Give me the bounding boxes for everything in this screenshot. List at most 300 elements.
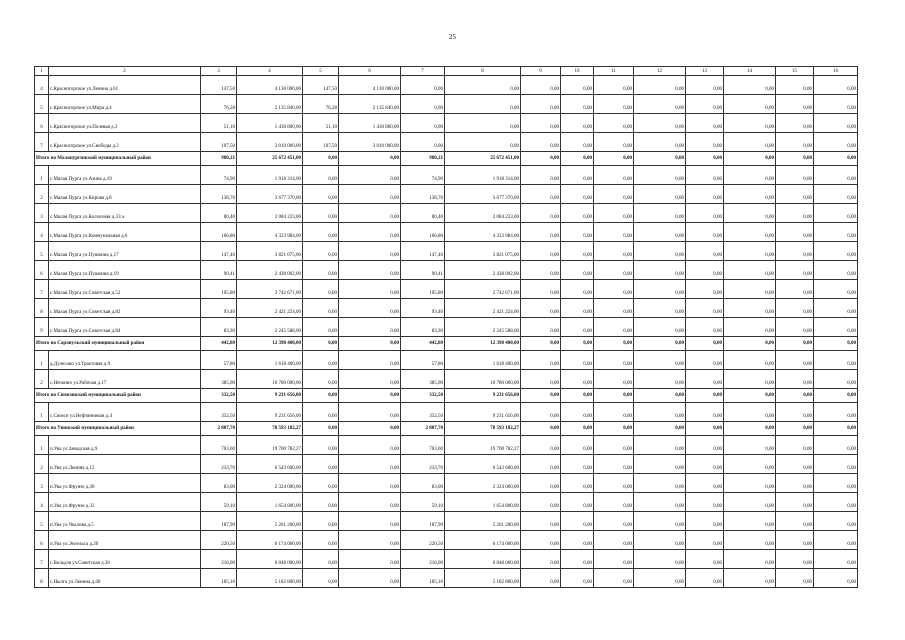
value-col-3: 57,80 bbox=[201, 351, 237, 370]
value-col-8: 2 084 223,00 bbox=[445, 204, 521, 223]
value-col-15: 0,00 bbox=[776, 474, 814, 493]
value-col-3: 51,10 bbox=[201, 114, 237, 133]
value-col-10: 0,00 bbox=[561, 351, 594, 370]
table-row bbox=[35, 114, 858, 133]
value-col-4: 2 742 671,00 bbox=[237, 280, 303, 299]
value-col-16: 0,00 bbox=[814, 133, 858, 152]
value-col-16: 0,00 bbox=[814, 95, 858, 114]
value-col-7: 93,40 bbox=[401, 299, 445, 318]
row-number: 4 bbox=[35, 223, 49, 242]
value-col-7: 74,90 bbox=[401, 166, 445, 185]
value-col-12: 0,00 bbox=[634, 204, 686, 223]
value-col-12: 0,00 bbox=[634, 436, 686, 455]
value-col-10: 0,00 bbox=[561, 493, 594, 512]
value-col-3: 233,70 bbox=[201, 455, 237, 474]
value-col-6: 0,00 bbox=[339, 204, 401, 223]
value-col-12: 0,00 bbox=[634, 114, 686, 133]
value-col-8: 19 700 782,27 bbox=[445, 436, 521, 455]
value-col-16: 0,00 bbox=[814, 318, 858, 337]
value-col-10: 0,00 bbox=[561, 550, 594, 569]
value-col-13: 0,00 bbox=[686, 569, 724, 588]
address-cell: с.Сюмси ул.Нефтянников д.4 bbox=[49, 403, 201, 422]
value-col-4: 2 324 000,00 bbox=[237, 474, 303, 493]
value-col-12: 0,00 bbox=[634, 223, 686, 242]
total-value-col-8: 25 672 451,00 bbox=[445, 152, 521, 166]
table-body bbox=[35, 76, 858, 588]
value-col-15: 0,00 bbox=[776, 299, 814, 318]
value-col-8: 2 324 000,00 bbox=[445, 474, 521, 493]
value-col-8: 3 677 370,00 bbox=[445, 185, 521, 204]
value-col-15: 0,00 bbox=[776, 280, 814, 299]
value-col-6: 0,00 bbox=[339, 455, 401, 474]
value-col-7: 0,00 bbox=[401, 76, 445, 95]
row-number: 7 bbox=[35, 550, 49, 569]
value-col-11: 0,00 bbox=[594, 512, 634, 531]
total-value-col-9: 0,00 bbox=[521, 389, 561, 403]
value-col-13: 0,00 bbox=[686, 280, 724, 299]
value-col-6: 0,00 bbox=[339, 569, 401, 588]
value-col-7: 59,10 bbox=[401, 493, 445, 512]
value-col-14: 0,00 bbox=[724, 280, 776, 299]
value-col-3: 74,90 bbox=[201, 166, 237, 185]
column-header-13: 13 bbox=[686, 67, 724, 76]
value-col-13: 0,00 bbox=[686, 242, 724, 261]
value-col-3: 90,41 bbox=[201, 261, 237, 280]
value-col-8: 2 245 588,00 bbox=[445, 318, 521, 337]
value-col-4: 2 438 002,00 bbox=[237, 261, 303, 280]
value-col-11: 0,00 bbox=[594, 403, 634, 422]
value-col-9: 0,00 bbox=[521, 204, 561, 223]
address-cell: с.Малая Пурга ул.Советская д.82 bbox=[49, 299, 201, 318]
address-cell: с.Малая Пурга ул.Азина д.19 bbox=[49, 166, 201, 185]
value-col-7: 385,00 bbox=[401, 370, 445, 389]
address-cell: п.Ува ул.Ленина д.12 bbox=[49, 455, 201, 474]
table-row bbox=[35, 242, 858, 261]
value-col-9: 0,00 bbox=[521, 569, 561, 588]
value-col-14: 0,00 bbox=[724, 569, 776, 588]
value-col-12: 0,00 bbox=[634, 403, 686, 422]
value-col-11: 0,00 bbox=[594, 550, 634, 569]
value-col-7: 80,40 bbox=[401, 204, 445, 223]
total-value-col-15: 0,00 bbox=[776, 337, 814, 351]
value-col-16: 0,00 bbox=[814, 223, 858, 242]
value-col-8: 10 780 000,00 bbox=[445, 370, 521, 389]
address-cell: с.Вольдзя ул.Советская д.36 bbox=[49, 550, 201, 569]
value-col-8: 0,00 bbox=[445, 133, 521, 152]
value-col-15: 0,00 bbox=[776, 569, 814, 588]
value-col-7: 185,10 bbox=[401, 569, 445, 588]
value-col-6: 0,00 bbox=[339, 531, 401, 550]
total-value-col-14: 0,00 bbox=[724, 422, 776, 436]
value-col-6: 0,00 bbox=[339, 318, 401, 337]
value-col-12: 0,00 bbox=[634, 95, 686, 114]
value-col-6: 0,00 bbox=[339, 242, 401, 261]
value-col-11: 0,00 bbox=[594, 455, 634, 474]
value-col-12: 0,00 bbox=[634, 185, 686, 204]
value-col-13: 0,00 bbox=[686, 493, 724, 512]
value-col-3: 187,90 bbox=[201, 512, 237, 531]
value-col-16: 0,00 bbox=[814, 512, 858, 531]
address-cell: с.Красногорское ул.Полевая д.3 bbox=[49, 114, 201, 133]
report-table bbox=[34, 66, 858, 588]
row-number: 2 bbox=[35, 370, 49, 389]
value-col-5: 0,00 bbox=[303, 242, 339, 261]
value-col-6: 0,00 bbox=[339, 223, 401, 242]
value-col-5: 0,00 bbox=[303, 403, 339, 422]
address-cell: д.Дулесово ул.Трактовая д.9 bbox=[49, 351, 201, 370]
value-col-11: 0,00 bbox=[594, 318, 634, 337]
value-col-3: 107,50 bbox=[201, 133, 237, 152]
value-col-3: 216,00 bbox=[201, 550, 237, 569]
table-row bbox=[35, 455, 858, 474]
table-row bbox=[35, 436, 858, 455]
value-col-3: 185,10 bbox=[201, 569, 237, 588]
value-col-14: 0,00 bbox=[724, 133, 776, 152]
column-header-7: 7 bbox=[401, 67, 445, 76]
value-col-6: 0,00 bbox=[339, 261, 401, 280]
value-col-6: 0,00 bbox=[339, 550, 401, 569]
value-col-14: 0,00 bbox=[724, 185, 776, 204]
value-col-10: 0,00 bbox=[561, 76, 594, 95]
value-col-5: 0,00 bbox=[303, 370, 339, 389]
value-col-4: 1 430 800,00 bbox=[237, 114, 303, 133]
value-col-14: 0,00 bbox=[724, 493, 776, 512]
value-col-16: 0,00 bbox=[814, 436, 858, 455]
value-col-7: 703,60 bbox=[401, 436, 445, 455]
value-col-7: 57,80 bbox=[401, 351, 445, 370]
column-header-11: 11 bbox=[594, 67, 634, 76]
value-col-10: 0,00 bbox=[561, 204, 594, 223]
value-col-10: 0,00 bbox=[561, 318, 594, 337]
value-col-9: 0,00 bbox=[521, 436, 561, 455]
value-col-14: 0,00 bbox=[724, 114, 776, 133]
value-col-7: 0,00 bbox=[401, 95, 445, 114]
address-cell: с.Красногорское ул.Свободы д.2 bbox=[49, 133, 201, 152]
value-col-11: 0,00 bbox=[594, 204, 634, 223]
value-col-8: 6 048 000,00 bbox=[445, 550, 521, 569]
value-col-11: 0,00 bbox=[594, 114, 634, 133]
value-col-10: 0,00 bbox=[561, 455, 594, 474]
table-row bbox=[35, 531, 858, 550]
value-col-12: 0,00 bbox=[634, 133, 686, 152]
table-row bbox=[35, 133, 858, 152]
value-col-4: 10 780 000,00 bbox=[237, 370, 303, 389]
value-col-10: 0,00 bbox=[561, 95, 594, 114]
total-value-col-14: 0,00 bbox=[724, 389, 776, 403]
value-col-3: 76,28 bbox=[201, 95, 237, 114]
district-total-row bbox=[35, 337, 858, 351]
total-label: Итого по Увинский муниципальный район bbox=[35, 422, 201, 436]
value-col-6: 0,00 bbox=[339, 166, 401, 185]
value-col-7: 83,00 bbox=[401, 474, 445, 493]
total-value-col-7: 332,50 bbox=[401, 389, 445, 403]
value-col-12: 0,00 bbox=[634, 550, 686, 569]
value-col-15: 0,00 bbox=[776, 261, 814, 280]
value-col-5: 0,00 bbox=[303, 436, 339, 455]
value-col-4: 9 231 656,00 bbox=[237, 403, 303, 422]
value-col-4: 4 323 984,00 bbox=[237, 223, 303, 242]
value-col-9: 0,00 bbox=[521, 133, 561, 152]
total-value-col-16: 0,00 bbox=[814, 337, 858, 351]
value-col-16: 0,00 bbox=[814, 569, 858, 588]
value-col-5: 0,00 bbox=[303, 318, 339, 337]
value-col-14: 0,00 bbox=[724, 76, 776, 95]
total-value-col-12: 0,00 bbox=[634, 389, 686, 403]
value-col-8: 6 543 600,00 bbox=[445, 455, 521, 474]
value-col-16: 0,00 bbox=[814, 261, 858, 280]
address-cell: п.Ува ул.Энгельса д.20 bbox=[49, 531, 201, 550]
value-col-14: 0,00 bbox=[724, 223, 776, 242]
value-col-9: 0,00 bbox=[521, 95, 561, 114]
value-col-13: 0,00 bbox=[686, 403, 724, 422]
value-col-5: 0,00 bbox=[303, 223, 339, 242]
total-value-col-15: 0,00 bbox=[776, 389, 814, 403]
value-col-13: 0,00 bbox=[686, 455, 724, 474]
value-col-11: 0,00 bbox=[594, 280, 634, 299]
address-cell: с.Малая Пурга ул.Колхозная д.33 а bbox=[49, 204, 201, 223]
value-col-12: 0,00 bbox=[634, 569, 686, 588]
value-col-7: 83,30 bbox=[401, 318, 445, 337]
value-col-9: 0,00 bbox=[521, 166, 561, 185]
value-col-10: 0,00 bbox=[561, 242, 594, 261]
value-col-6: 2 135 840,00 bbox=[339, 95, 401, 114]
value-col-6: 0,00 bbox=[339, 185, 401, 204]
value-col-6: 0,00 bbox=[339, 370, 401, 389]
value-col-15: 0,00 bbox=[776, 493, 814, 512]
total-label: Итого по Сюмсинский муниципальный район bbox=[35, 389, 201, 403]
page-number: 25 bbox=[449, 33, 456, 41]
value-col-5: 0,00 bbox=[303, 550, 339, 569]
value-col-11: 0,00 bbox=[594, 261, 634, 280]
value-col-4: 3 677 370,00 bbox=[237, 185, 303, 204]
value-col-14: 0,00 bbox=[724, 370, 776, 389]
table-row bbox=[35, 474, 858, 493]
value-col-15: 0,00 bbox=[776, 531, 814, 550]
table-row bbox=[35, 76, 858, 95]
value-col-6: 3 010 000,00 bbox=[339, 133, 401, 152]
value-col-13: 0,00 bbox=[686, 512, 724, 531]
total-value-col-9: 0,00 bbox=[521, 152, 561, 166]
value-col-13: 0,00 bbox=[686, 550, 724, 569]
table-row bbox=[35, 299, 858, 318]
table-row bbox=[35, 280, 858, 299]
value-col-12: 0,00 bbox=[634, 474, 686, 493]
value-col-5: 0,00 bbox=[303, 512, 339, 531]
value-col-13: 0,00 bbox=[686, 531, 724, 550]
value-col-5: 0,00 bbox=[303, 185, 339, 204]
value-col-6: 0,00 bbox=[339, 512, 401, 531]
value-col-9: 0,00 bbox=[521, 455, 561, 474]
total-value-col-13: 0,00 bbox=[686, 422, 724, 436]
column-header-1: 1 bbox=[35, 67, 49, 76]
value-col-9: 0,00 bbox=[521, 351, 561, 370]
value-col-14: 0,00 bbox=[724, 351, 776, 370]
address-cell: п.Ува ул.Чкалова д.5 bbox=[49, 512, 201, 531]
value-col-14: 0,00 bbox=[724, 512, 776, 531]
total-value-col-13: 0,00 bbox=[686, 337, 724, 351]
value-col-4: 5 261 200,00 bbox=[237, 512, 303, 531]
value-col-11: 0,00 bbox=[594, 474, 634, 493]
column-header-9: 9 bbox=[521, 67, 561, 76]
row-number: 1 bbox=[35, 436, 49, 455]
table-row bbox=[35, 95, 858, 114]
total-value-col-8: 12 398 400,00 bbox=[445, 337, 521, 351]
value-col-4: 3 821 075,00 bbox=[237, 242, 303, 261]
row-number: 7 bbox=[35, 133, 49, 152]
row-number: 1 bbox=[35, 351, 49, 370]
value-col-16: 0,00 bbox=[814, 166, 858, 185]
address-cell: с.Малая Пурга ул.Кирова д.8 bbox=[49, 185, 201, 204]
value-col-5: 0,00 bbox=[303, 351, 339, 370]
value-col-8: 5 261 200,00 bbox=[445, 512, 521, 531]
total-value-col-10: 0,00 bbox=[561, 389, 594, 403]
value-col-14: 0,00 bbox=[724, 242, 776, 261]
value-col-3: 83,30 bbox=[201, 318, 237, 337]
value-col-16: 0,00 bbox=[814, 76, 858, 95]
row-number: 5 bbox=[35, 95, 49, 114]
total-value-col-7: 2 807,70 bbox=[401, 422, 445, 436]
value-col-6: 0,00 bbox=[339, 493, 401, 512]
value-col-5: 0,00 bbox=[303, 261, 339, 280]
total-value-col-16: 0,00 bbox=[814, 389, 858, 403]
total-value-col-13: 0,00 bbox=[686, 389, 724, 403]
total-value-col-12: 0,00 bbox=[634, 152, 686, 166]
value-col-16: 0,00 bbox=[814, 185, 858, 204]
value-col-15: 0,00 bbox=[776, 242, 814, 261]
value-col-16: 0,00 bbox=[814, 531, 858, 550]
value-col-7: 0,00 bbox=[401, 114, 445, 133]
value-col-7: 220,50 bbox=[401, 531, 445, 550]
table-row bbox=[35, 493, 858, 512]
address-cell: с.Малая Пурга ул.Пушкина д.19 bbox=[49, 261, 201, 280]
total-value-col-16: 0,00 bbox=[814, 422, 858, 436]
value-col-3: 93,40 bbox=[201, 299, 237, 318]
value-col-12: 0,00 bbox=[634, 512, 686, 531]
value-col-13: 0,00 bbox=[686, 95, 724, 114]
district-total-row bbox=[35, 422, 858, 436]
value-col-12: 0,00 bbox=[634, 531, 686, 550]
column-header-2: 2 bbox=[49, 67, 201, 76]
value-col-6: 0,00 bbox=[339, 436, 401, 455]
value-col-7: 105,80 bbox=[401, 280, 445, 299]
value-col-9: 0,00 bbox=[521, 493, 561, 512]
value-col-15: 0,00 bbox=[776, 204, 814, 223]
value-col-15: 0,00 bbox=[776, 133, 814, 152]
value-col-6: 0,00 bbox=[339, 280, 401, 299]
value-col-3: 385,00 bbox=[201, 370, 237, 389]
value-col-12: 0,00 bbox=[634, 318, 686, 337]
value-col-3: 105,80 bbox=[201, 280, 237, 299]
value-col-9: 0,00 bbox=[521, 114, 561, 133]
value-col-3: 138,70 bbox=[201, 185, 237, 204]
row-number: 9 bbox=[35, 318, 49, 337]
value-col-15: 0,00 bbox=[776, 550, 814, 569]
value-col-6: 0,00 bbox=[339, 403, 401, 422]
value-col-15: 0,00 bbox=[776, 76, 814, 95]
value-col-13: 0,00 bbox=[686, 185, 724, 204]
row-number: 3 bbox=[35, 474, 49, 493]
value-col-14: 0,00 bbox=[724, 436, 776, 455]
value-col-13: 0,00 bbox=[686, 299, 724, 318]
table-row bbox=[35, 351, 858, 370]
value-col-9: 0,00 bbox=[521, 474, 561, 493]
value-col-9: 0,00 bbox=[521, 512, 561, 531]
value-col-5: 0,00 bbox=[303, 493, 339, 512]
address-cell: с.Малая Пурга ул.Советская д.84 bbox=[49, 318, 201, 337]
value-col-5: 0,00 bbox=[303, 569, 339, 588]
value-col-8: 0,00 bbox=[445, 95, 521, 114]
address-cell: с.Нылга ул.Ленина д.40 bbox=[49, 569, 201, 588]
value-col-4: 1 654 800,00 bbox=[237, 493, 303, 512]
value-col-13: 0,00 bbox=[686, 133, 724, 152]
value-col-13: 0,00 bbox=[686, 114, 724, 133]
value-col-5: 107,50 bbox=[303, 133, 339, 152]
total-value-col-10: 0,00 bbox=[561, 152, 594, 166]
total-value-col-12: 0,00 bbox=[634, 337, 686, 351]
value-col-11: 0,00 bbox=[594, 95, 634, 114]
value-col-14: 0,00 bbox=[724, 455, 776, 474]
total-value-col-4: 9 231 656,00 bbox=[237, 389, 303, 403]
total-value-col-11: 0,00 bbox=[594, 337, 634, 351]
value-col-9: 0,00 bbox=[521, 261, 561, 280]
value-col-4: 6 048 000,00 bbox=[237, 550, 303, 569]
value-col-11: 0,00 bbox=[594, 531, 634, 550]
total-value-col-11: 0,00 bbox=[594, 389, 634, 403]
row-number: 5 bbox=[35, 512, 49, 531]
total-value-col-12: 0,00 bbox=[634, 422, 686, 436]
value-col-3: 220,50 bbox=[201, 531, 237, 550]
value-col-14: 0,00 bbox=[724, 550, 776, 569]
value-col-8: 4 323 984,00 bbox=[445, 223, 521, 242]
value-col-13: 0,00 bbox=[686, 76, 724, 95]
value-col-16: 0,00 bbox=[814, 403, 858, 422]
total-value-col-5: 0,00 bbox=[303, 152, 339, 166]
table-row bbox=[35, 185, 858, 204]
value-col-12: 0,00 bbox=[634, 493, 686, 512]
value-col-4: 6 543 600,00 bbox=[237, 455, 303, 474]
row-number: 4 bbox=[35, 493, 49, 512]
table-row bbox=[35, 166, 858, 185]
column-header-5: 5 bbox=[303, 67, 339, 76]
value-col-7: 90,41 bbox=[401, 261, 445, 280]
value-col-14: 0,00 bbox=[724, 261, 776, 280]
value-col-13: 0,00 bbox=[686, 436, 724, 455]
row-number: 8 bbox=[35, 569, 49, 588]
value-col-8: 2 421 224,00 bbox=[445, 299, 521, 318]
value-col-12: 0,00 bbox=[634, 261, 686, 280]
value-col-11: 0,00 bbox=[594, 299, 634, 318]
value-col-14: 0,00 bbox=[724, 474, 776, 493]
value-col-8: 6 174 000,00 bbox=[445, 531, 521, 550]
total-value-col-9: 0,00 bbox=[521, 337, 561, 351]
total-value-col-8: 78 593 182,27 bbox=[445, 422, 521, 436]
row-number: 6 bbox=[35, 114, 49, 133]
value-col-8: 3 821 075,00 bbox=[445, 242, 521, 261]
value-col-10: 0,00 bbox=[561, 531, 594, 550]
value-col-5: 0,00 bbox=[303, 166, 339, 185]
value-col-7: 0,00 bbox=[401, 133, 445, 152]
value-col-8: 2 438 002,00 bbox=[445, 261, 521, 280]
table-row bbox=[35, 550, 858, 569]
value-col-12: 0,00 bbox=[634, 351, 686, 370]
value-col-16: 0,00 bbox=[814, 299, 858, 318]
value-col-3: 147,50 bbox=[201, 76, 237, 95]
value-col-15: 0,00 bbox=[776, 351, 814, 370]
value-col-9: 0,00 bbox=[521, 76, 561, 95]
value-col-9: 0,00 bbox=[521, 299, 561, 318]
value-col-12: 0,00 bbox=[634, 299, 686, 318]
value-col-6: 0,00 bbox=[339, 474, 401, 493]
